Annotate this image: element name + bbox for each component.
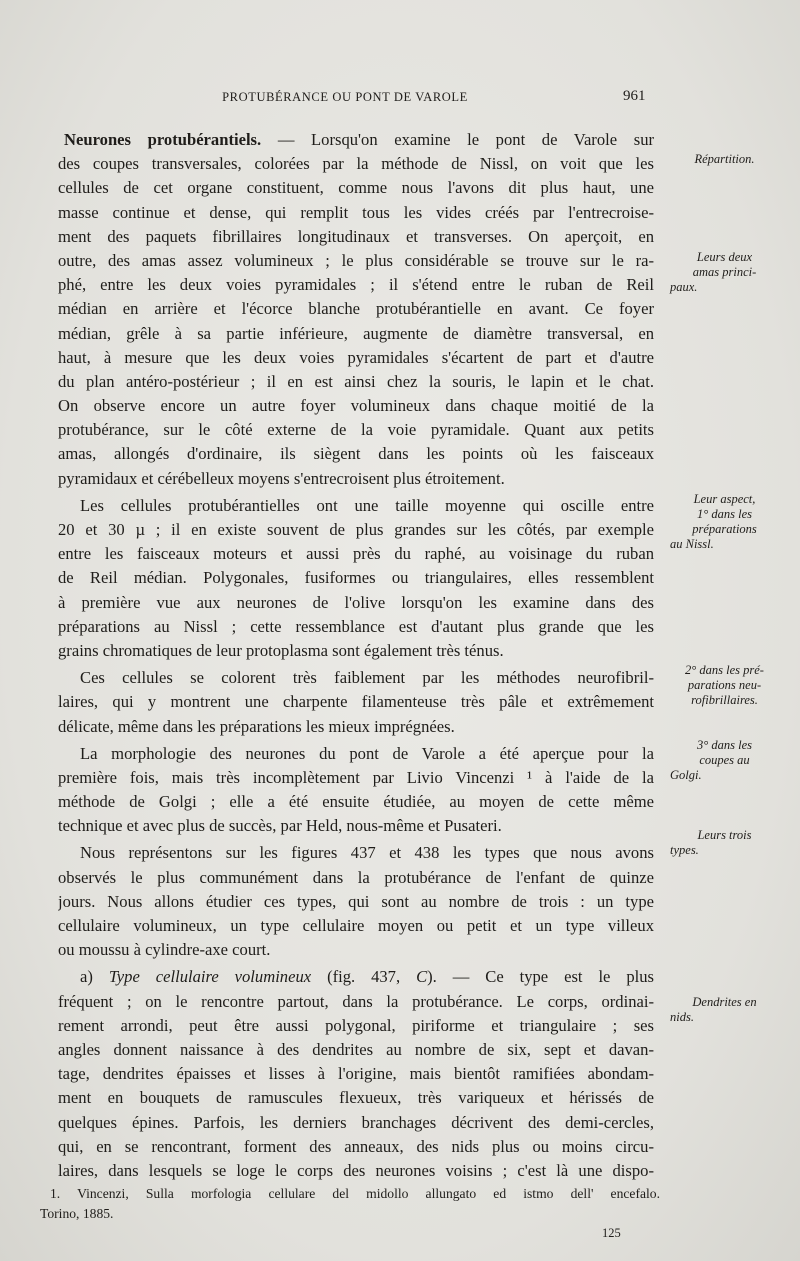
footnote-line: Torino, 1885.: [40, 1206, 114, 1221]
text-line: tage, dendrites épaisses et lisses à l'origine, mais bientôt ramifiées abondam-: [58, 1064, 654, 1084]
text-line: 20 et 30 µ ; il en existe souvent de plus grandes sur les côtés, par exemple: [58, 520, 654, 539]
page-number: 961: [623, 88, 646, 104]
text-line: ou moussu à cylindre-axe court.: [58, 940, 271, 960]
text-line: méthode de Golgi ; elle a été ensuite étudiée, au moyen de cette même: [58, 792, 654, 812]
text-line: grains chromatiques de leur protoplasma sont également très ténus.: [58, 640, 504, 660]
text-line: protubérance, sur le côté externe de la voie pyramidale. Quant aux petits: [58, 420, 654, 440]
text-line: préparations au Nissl ; cette ressemblance est d'autant plus grande que les: [58, 616, 654, 636]
text-line: Ces cellules se colorent très faiblement par les méthodes neurofibril-: [80, 668, 654, 688]
text-line: délicate, même dans les préparations les mieux imprégnées.: [58, 716, 455, 736]
text-line: rement arrondi, peut être aussi polygonal, piriforme et triangulaire ; ses: [58, 1015, 654, 1035]
text-line: [58, 965, 654, 989]
text-line: jours. Nous allons étudier ces types, qui sont au nombre de trois : un type: [58, 891, 654, 911]
text-line: Nous représentons sur les figures 437 et 438 les types que nous avons: [80, 843, 654, 863]
text-line: à première vue aux neurones de l'olive lorsqu'on les examine dans des: [58, 592, 654, 612]
text-line: On observe encore un autre foyer volumineux dans chaque moitié de la: [58, 396, 654, 416]
text-line: pyramidaux et cérébelleux moyens s'entrecroisent plus étroitement.: [58, 468, 505, 488]
text-line: cellulaire volumineux, un type cellulaire moyen ou petit et un type villeux: [58, 916, 654, 935]
text-line: outre, des amas assez volumineux ; le plus considérable se trouve sur le ra-: [58, 250, 654, 270]
text-line: technique et avec plus de succès, par Held, nous-même et Pusateri.: [58, 816, 502, 836]
text-line: haut, à mesure que les deux voies pyramidales s'écartent de part et d'autre: [58, 347, 654, 367]
text-line: La morphologie des neurones du pont de Varole a été aperçue pour la: [80, 743, 654, 763]
signature-mark: 125: [602, 1226, 621, 1240]
text-line: médian en arrière et l'écorce blanche protubérantielle en avant. Ce foyer: [58, 299, 654, 319]
text-line-rest: (fig. 437, C). — Ce type est le plus: [327, 967, 654, 987]
text-line: ment en bouquets de ramuscules flexueux, très variqueux et hérissés de: [58, 1088, 654, 1108]
text-line: masse continue et dense, qui remplit tous les vides créés par l'entrecroise-: [58, 202, 654, 222]
text-line: première fois, mais très incomplètement par Livio Vincenzi ¹ à l'aide de la: [58, 767, 654, 787]
text-line: Les cellules protubérantielles ont une taille moyenne qui oscille entre: [80, 495, 654, 515]
text-line: qui, en se rencontrant, forment des anneaux, des nids plus ou moins circu-: [58, 1136, 654, 1156]
text-line: de Reil médian. Polygonales, fusiformes ou triangulaires, elles ressemblent: [58, 568, 654, 588]
text-line: [58, 128, 654, 152]
text-line: des coupes transversales, colorées par la méthode de Nissl, on voit que les: [58, 154, 654, 174]
marginal-note-dendrites: Dendrites en nids.: [670, 995, 757, 1024]
marginal-note-types: Leurs trois types.: [670, 828, 752, 857]
marginal-note-neurofibrillaires: 2° dans les pré- parations neu- rofibrillaires.: [685, 663, 764, 707]
marginal-note-golgi: 3° dans les coupes au Golgi.: [670, 738, 752, 782]
text-line: observés le plus communément dans la protubérance de l'enfant de quinze: [58, 867, 654, 887]
text-line: entre les faisceaux moteurs et aussi près du raphé, au voisinage du ruban: [58, 544, 654, 564]
text-line: laires, qui y montrent une charpente filamenteuse très pâle et extrêmement: [58, 692, 654, 712]
footnote: [40, 1184, 660, 1224]
text-line: ment des paquets fibrillaires longitudinaux et transverses. On aperçoit, en: [58, 226, 654, 246]
text-line: phé, entre les deux voies pyramidales ; il s'étend entre le ruban de Reil: [58, 275, 654, 295]
text-line: amas, allongés d'ordinaire, ils siègent dans les points où les faisceaux: [58, 444, 654, 464]
text-line: cellules de cet organe constituent, comme nous l'avons dit plus haut, une: [58, 178, 654, 198]
running-title: PROTUBÉRANCE OU PONT DE VAROLE: [222, 90, 468, 104]
text-line: médian, grêle à sa partie inférieure, augmente de diamètre transversal, en: [58, 323, 654, 343]
body-text: [58, 128, 654, 1183]
marginal-note-repartition: Répartition.: [694, 152, 755, 166]
type-heading: a) Type cellulaire volumineux: [80, 967, 312, 987]
marginal-note-amas: Leurs deux amas princi- paux.: [670, 250, 757, 294]
text-line: laires, dans lesquels se loge le corps des neurones voisins ; c'est là une dispo-: [58, 1160, 654, 1180]
text-line: du plan antéro-postérieur ; il en est ainsi chez la souris, le lapin et le chat.: [58, 371, 654, 391]
text-line-rest: — Lorsqu'on examine le pont de Varole sur: [277, 130, 654, 149]
footnote-line: 1. Vincenzi, Sulla morfologia cellulare del midollo allungato ed istmo dell' encefalo.: [50, 1186, 660, 1201]
marginal-note-aspect: Leur aspect, 1° dans les préparations au Nissl.: [670, 492, 757, 551]
text-line: fréquent ; on le rencontre partout, dans la protubérance. Le corps, ordinai-: [58, 991, 654, 1011]
text-line: angles donnent naissance à des dendrites au nombre de six, sept et davan-: [58, 1039, 654, 1059]
text-line: quelques épines. Parfois, les derniers branchages décrivent des demi-cercles,: [58, 1112, 654, 1132]
section-heading: Neurones protubérantiels.: [64, 130, 262, 149]
